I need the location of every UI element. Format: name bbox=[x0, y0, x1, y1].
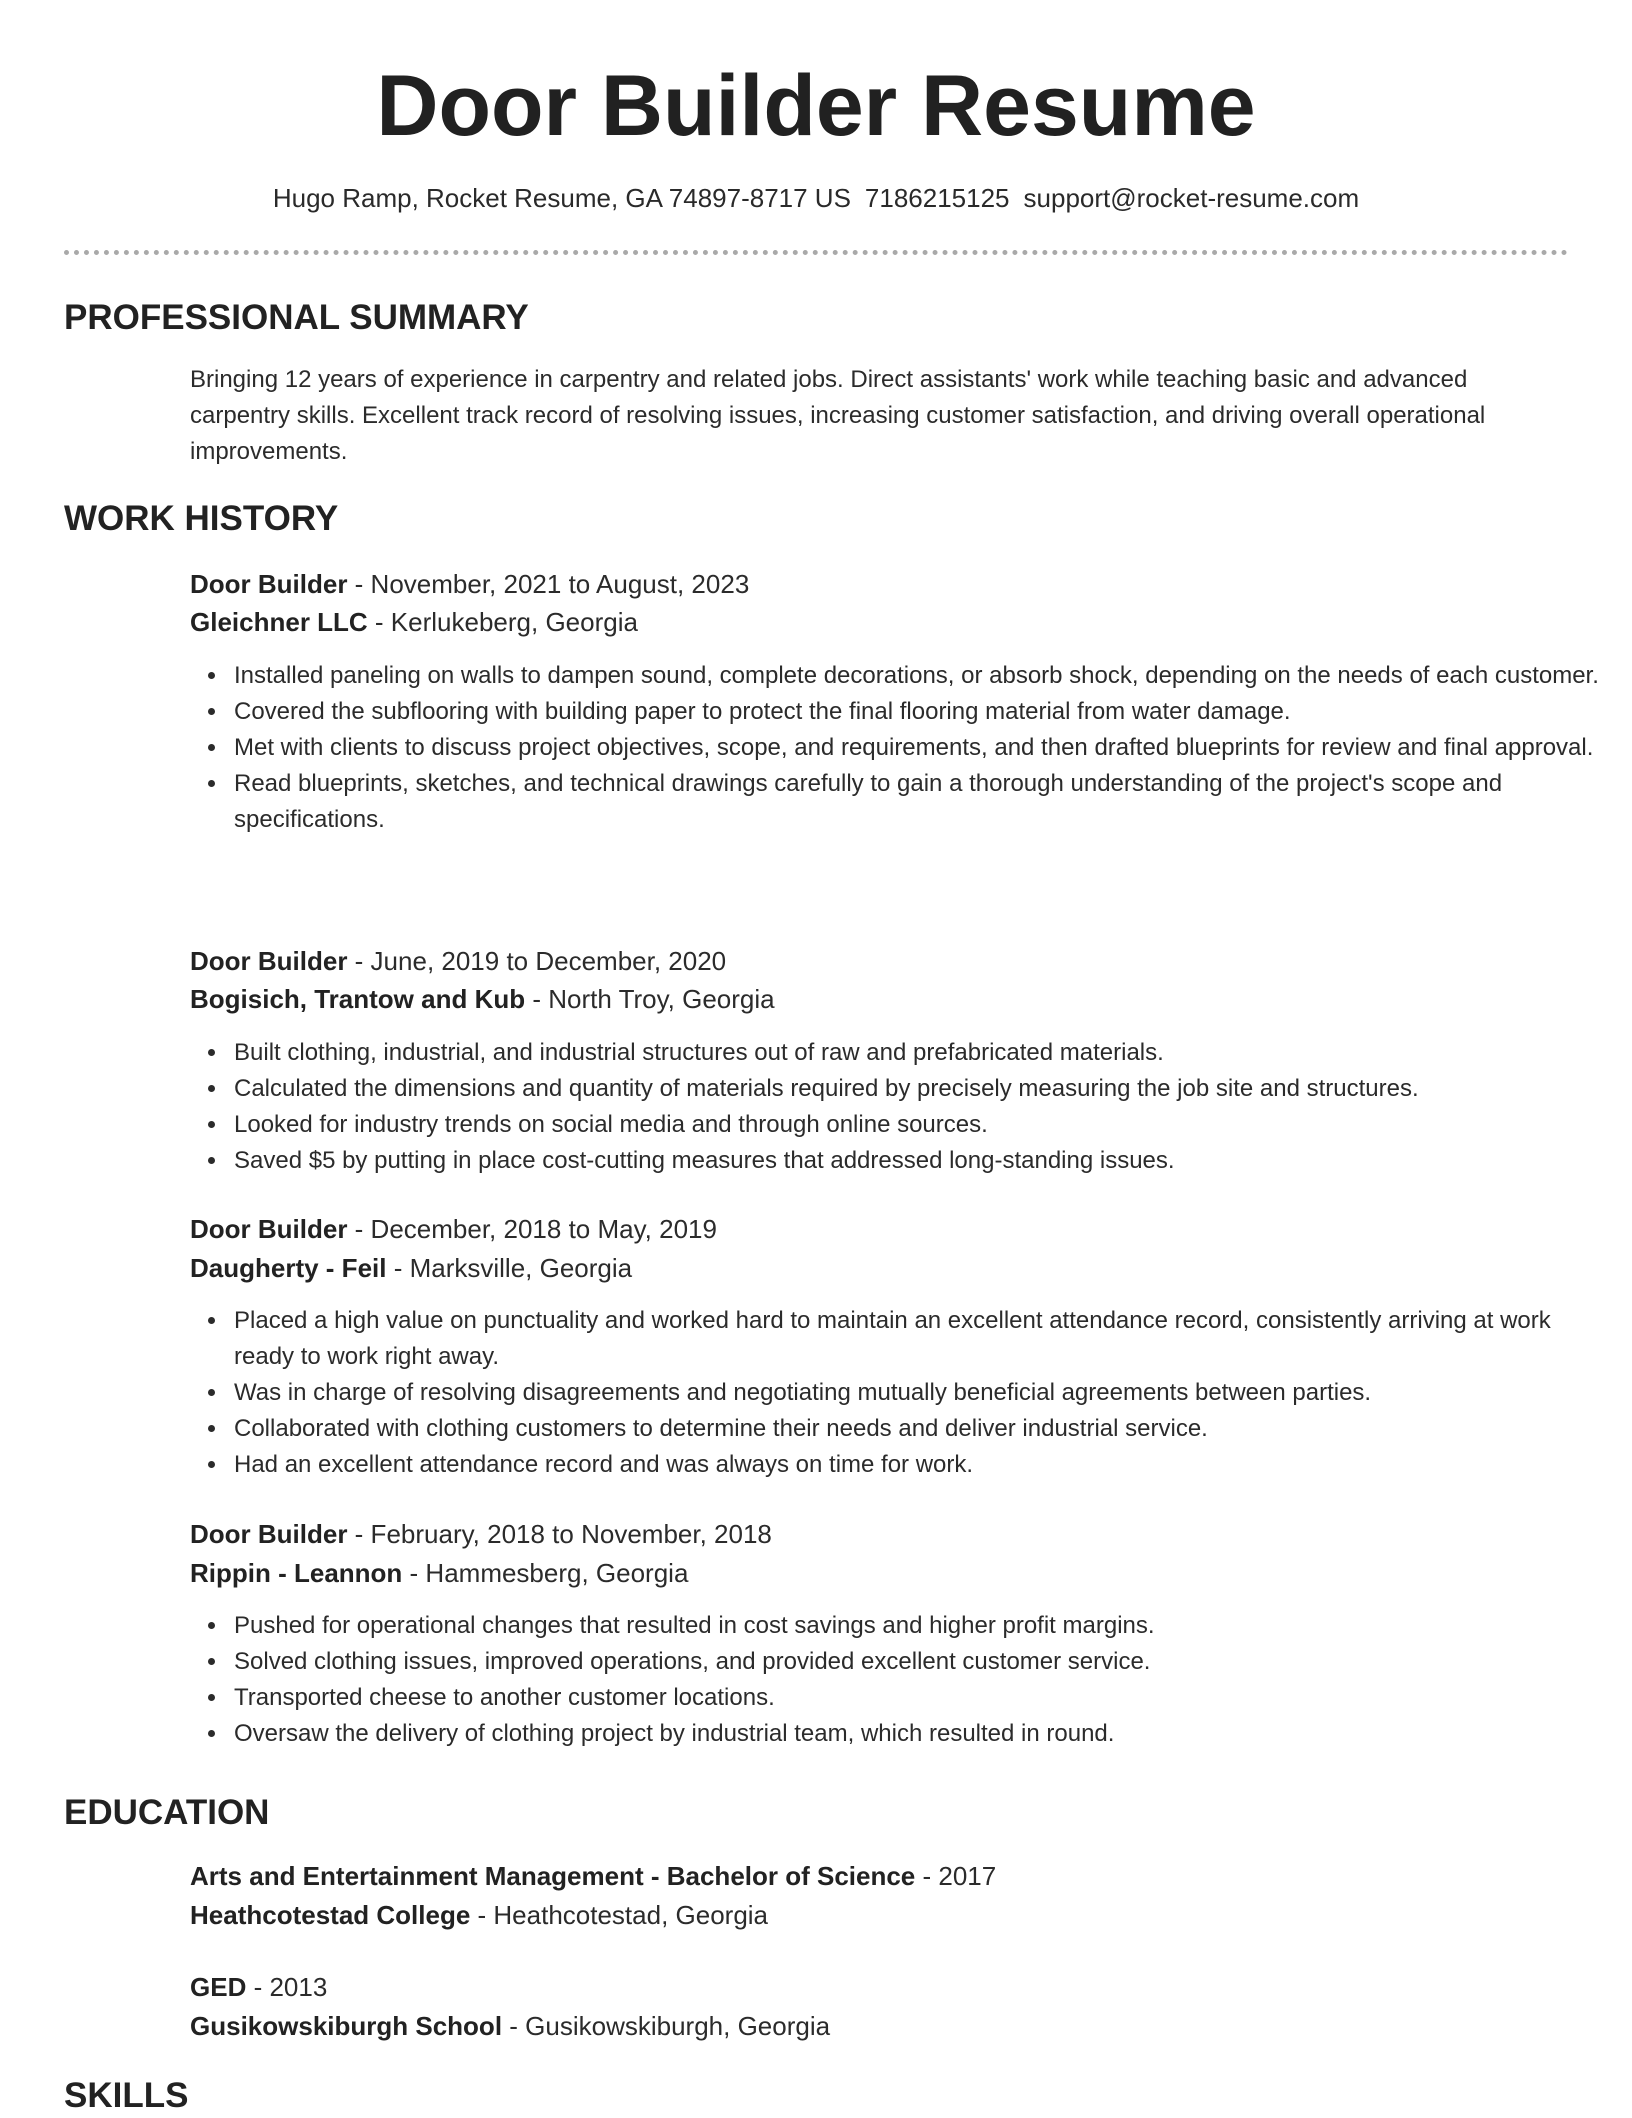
education-school: Gusikowskiburgh School bbox=[190, 2011, 503, 2041]
job-location: - North Troy, Georgia bbox=[525, 984, 775, 1014]
job-dates: - December, 2018 to May, 2019 bbox=[347, 1214, 717, 1244]
job-3-title-line bbox=[190, 1210, 1560, 1248]
list-item: Pushed for operational changes that resulted in cost savings and higher profit margins. bbox=[234, 1608, 1604, 1644]
summary-text: Bringing 12 years of experience in carpentry and related jobs. Direct assistants' work while teaching basic and advanced carpentry skills. Excellent track record of resolving issues, increasing customer satisfaction, and driving overall operational improvements. bbox=[190, 366, 1486, 465]
list-item: Transported cheese to another customer locations. bbox=[234, 1680, 1604, 1716]
job-location: - Kerlukeberg, Georgia bbox=[367, 607, 638, 637]
list-item: Covered the subflooring with building paper to protect the final flooring material from water damage. bbox=[234, 694, 1604, 730]
list-item: Was in charge of resolving disagreements and negotiating mutually beneficial agreements between parties. bbox=[234, 1375, 1604, 1411]
job-location: - Marksville, Georgia bbox=[386, 1253, 633, 1283]
job-1-title-line bbox=[190, 565, 1560, 603]
list-item: Placed a high value on punctuality and worked hard to maintain an excellent attendance record, consistently arriving at work ready to work right away. bbox=[234, 1303, 1604, 1375]
list-item: Installed paneling on walls to dampen sound, complete decorations, or absorb shock, depending on the needs of each customer. bbox=[234, 658, 1604, 694]
education-year: - 2017 bbox=[915, 1861, 997, 1891]
job-dates: - February, 2018 to November, 2018 bbox=[347, 1519, 772, 1549]
list-item: Met with clients to discuss project objectives, scope, and requirements, and then drafted blueprints for review and final approval. bbox=[234, 730, 1604, 766]
list-item: Read blueprints, sketches, and technical drawings carefully to gain a thorough understanding of the project's scope and specifications. bbox=[234, 766, 1604, 838]
list-item: Collaborated with clothing customers to determine their needs and deliver industrial service. bbox=[234, 1411, 1604, 1447]
education-heading: EDUCATION bbox=[64, 1793, 270, 1832]
job-4-bullets bbox=[190, 1608, 1604, 1752]
summary-heading: PROFESSIONAL SUMMARY bbox=[64, 298, 529, 337]
education-school: Heathcotestad College bbox=[190, 1900, 471, 1930]
list-item: Built clothing, industrial, and industrial structures out of raw and prefabricated materials. bbox=[234, 1035, 1604, 1071]
list-item: Solved clothing issues, improved operations, and provided excellent customer service. bbox=[234, 1644, 1604, 1680]
job-title: Door Builder bbox=[190, 1214, 348, 1244]
job-4-title-line bbox=[190, 1515, 1560, 1553]
job-location: - Hammesberg, Georgia bbox=[402, 1558, 689, 1588]
contact-line bbox=[0, 180, 1632, 216]
job-dates: - June, 2019 to December, 2020 bbox=[347, 946, 727, 976]
list-item: Looked for industry trends on social media and through online sources. bbox=[234, 1107, 1604, 1143]
education-year: - 2013 bbox=[246, 1972, 328, 2002]
education-1-degree-line bbox=[190, 1857, 1560, 1895]
work-history-heading: WORK HISTORY bbox=[64, 499, 339, 538]
job-company: Rippin - Leannon bbox=[190, 1558, 403, 1588]
education-degree: Arts and Entertainment Management - Bachelor of Science bbox=[190, 1861, 916, 1891]
job-title: Door Builder bbox=[190, 569, 348, 599]
education-2-school-line bbox=[190, 2007, 1560, 2045]
job-1-company-line bbox=[190, 603, 1560, 641]
list-item: Had an excellent attendance record and was always on time for work. bbox=[234, 1447, 1604, 1483]
job-company: Bogisich, Trantow and Kub bbox=[190, 984, 526, 1014]
education-location: - Gusikowskiburgh, Georgia bbox=[502, 2011, 831, 2041]
list-item: Saved $5 by putting in place cost-cutting measures that addressed long-standing issues. bbox=[234, 1143, 1604, 1179]
contact-address: Hugo Ramp, Rocket Resume, GA 74897-8717 US bbox=[272, 183, 851, 213]
job-company: Gleichner LLC bbox=[190, 607, 368, 637]
job-title: Door Builder bbox=[190, 1519, 348, 1549]
job-4-company-line bbox=[190, 1554, 1560, 1592]
education-2-degree-line bbox=[190, 1968, 1560, 2006]
job-3-company-line bbox=[190, 1249, 1560, 1287]
job-title: Door Builder bbox=[190, 946, 348, 976]
job-2-title-line bbox=[190, 942, 1560, 980]
education-1-school-line bbox=[190, 1896, 1560, 1934]
list-item: Calculated the dimensions and quantity of materials required by precisely measuring the job site and structures. bbox=[234, 1071, 1604, 1107]
skills-heading: SKILLS bbox=[64, 2076, 189, 2115]
job-1-bullets bbox=[190, 658, 1604, 838]
education-location: - Heathcotestad, Georgia bbox=[470, 1900, 769, 1930]
list-item: Oversaw the delivery of clothing project by industrial team, which resulted in round. bbox=[234, 1716, 1604, 1752]
job-3-bullets bbox=[190, 1303, 1604, 1483]
job-2-company-line bbox=[190, 980, 1560, 1018]
job-dates: - November, 2021 to August, 2023 bbox=[347, 569, 750, 599]
job-company: Daugherty - Feil bbox=[190, 1253, 387, 1283]
header-divider bbox=[64, 250, 1568, 255]
job-2-bullets bbox=[190, 1035, 1604, 1179]
contact-phone: 7186215125 bbox=[864, 183, 1010, 213]
resume-title: Door Builder Resume bbox=[376, 58, 1256, 154]
contact-email: support@rocket-resume.com bbox=[1023, 183, 1360, 213]
education-degree: GED bbox=[190, 1972, 247, 2002]
